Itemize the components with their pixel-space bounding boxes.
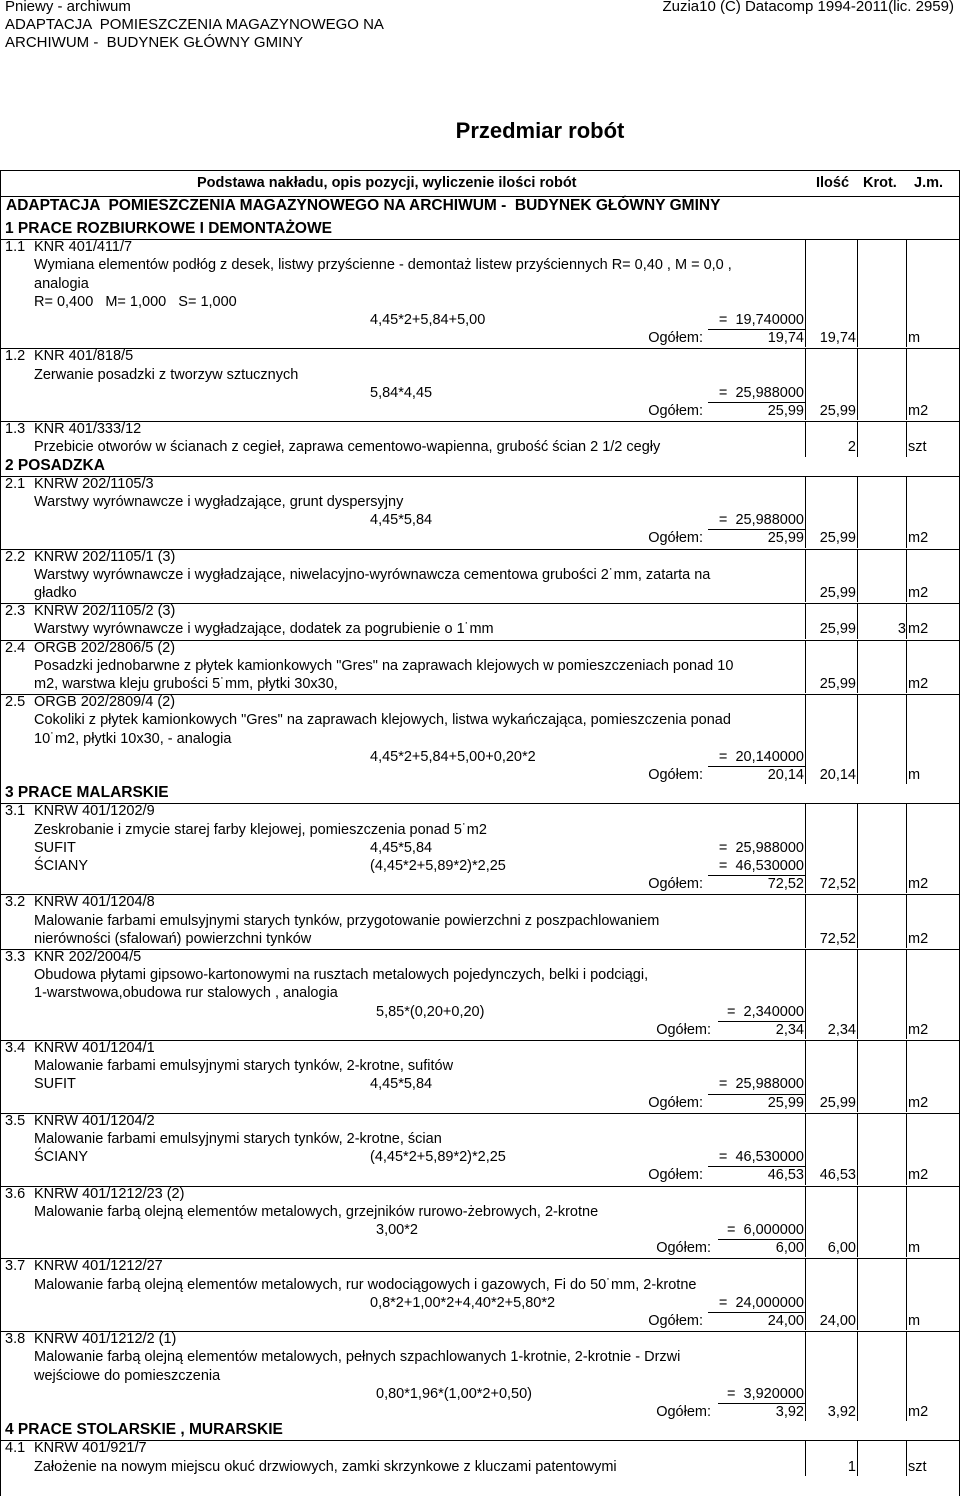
position-quantity: 72,52 xyxy=(819,876,856,893)
calculation-expression: 0,8*2+1,00*2+4,40*2+5,80*2 xyxy=(370,1294,556,1311)
column-separator xyxy=(805,1258,806,1330)
position-quantity: 1 xyxy=(847,1458,856,1475)
total-sum: 25,99 xyxy=(767,1094,804,1111)
calculation-expression: 5,84*4,45 xyxy=(370,384,433,401)
total-label: Ogółem: xyxy=(648,330,703,347)
table-left-border xyxy=(0,196,1,1496)
position-norm-code: KNRW 401/1212/27 xyxy=(34,1258,163,1275)
column-separator xyxy=(805,1040,806,1112)
position-norm-code: KNR 401/818/5 xyxy=(34,348,134,365)
position-unit: m2 xyxy=(908,1167,929,1184)
position-description: m2, warstwa kleju grubości 5˙mm, płytki 30x30, xyxy=(34,676,338,692)
column-separator xyxy=(906,803,907,893)
position-quantity: 25,99 xyxy=(819,1094,856,1111)
position-norm-code: KNRW 401/1202/9 xyxy=(34,803,155,820)
position-norm-code: KNRW 401/921/7 xyxy=(34,1440,147,1457)
position-unit: szt xyxy=(908,1458,927,1475)
calculation-expression: 4,45*5,84 xyxy=(370,1076,433,1093)
position-number: 3.5 xyxy=(5,1112,26,1129)
column-separator xyxy=(857,894,858,948)
total-sum: 19,74 xyxy=(767,330,804,347)
position-description: Zeskrobanie i zmycie starej farby klejowej, pomieszczenia ponad 5˙m2 xyxy=(34,821,487,838)
column-separator xyxy=(805,549,806,603)
position-norm-code: KNR 401/333/12 xyxy=(34,421,142,438)
position-description: Cokoliki z płytek kamionkowych "Gres" na zaprawach klejowych, listwa wykańczająca, pomieszczenia ponad xyxy=(34,712,731,729)
position-norm-code: ORGB 202/2809/4 (2) xyxy=(34,694,176,711)
row-separator xyxy=(0,348,960,349)
calculation-result: = 3,920000 xyxy=(726,1385,804,1402)
position-description: 10˙m2, płytki 10x30, - analogia xyxy=(34,730,232,747)
calculation-result: = 20,140000 xyxy=(718,748,804,765)
calculation-expression: 4,45*5,84 xyxy=(370,512,433,529)
total-sum: 25,99 xyxy=(767,403,804,419)
column-separator xyxy=(805,476,806,548)
position-quantity: 46,53 xyxy=(819,1167,856,1184)
position-quantity: 25,99 xyxy=(819,621,856,638)
total-label: Ogółem: xyxy=(648,767,703,783)
column-separator xyxy=(805,803,806,893)
position-description: Warstwy wyrównawcze i wygładzające, grunt dyspersyjny xyxy=(34,494,404,510)
calculation-label: SUFIT xyxy=(34,839,76,856)
calculation-expression: 0,80*1,96*(1,00*2+0,50) xyxy=(376,1385,533,1402)
section-heading: 4 PRACE STOLARSKIE , MURARSKIE xyxy=(5,1421,283,1439)
position-description: Malowanie farbami emulsyjnymi starych tynków, przygotowanie powierzchni z poszpachlowaniem xyxy=(34,912,660,929)
column-separator xyxy=(857,421,858,456)
position-norm-code: KNRW 401/1204/8 xyxy=(34,894,155,911)
position-description: Warstwy wyrównawcze i wygładzające, dodatek za pogrubienie o 1˙mm xyxy=(34,621,494,638)
position-number: 2.5 xyxy=(5,694,26,711)
position-norm-code: KNRW 401/1204/2 xyxy=(34,1112,155,1129)
total-sum: 25,99 xyxy=(767,530,804,547)
column-separator xyxy=(857,1040,858,1112)
position-description: Założenie na nowym miejscu okuć drzwiowych, zamki skrzynkowe z kluczami patentowymi xyxy=(34,1458,617,1475)
column-separator xyxy=(805,1113,806,1185)
calculation-result: = 25,988000 xyxy=(718,512,804,529)
column-separator xyxy=(857,1113,858,1185)
row-separator xyxy=(0,239,960,240)
position-description: Przebicie otworów w ścianach z cegieł, zaprawa cementowo-wapienna, grubość ścian 2 1/2 cegły xyxy=(34,439,661,456)
position-number: 1.1 xyxy=(5,239,26,256)
total-label: Ogółem: xyxy=(648,1313,703,1329)
column-separator xyxy=(906,1040,907,1112)
total-label: Ogółem: xyxy=(648,403,703,419)
column-separator xyxy=(857,476,858,548)
column-header-description: Podstawa nakładu, opis pozycji, wyliczenie ilości robót xyxy=(197,175,577,191)
position-unit: m xyxy=(908,767,921,783)
column-separator xyxy=(906,1113,907,1185)
position-number: 2.2 xyxy=(5,548,26,565)
calculation-expression: (4,45*2+5,89*2)*2,25 xyxy=(370,858,506,874)
page-title: Przedmiar robót xyxy=(455,118,625,143)
position-number: 2.4 xyxy=(5,639,26,656)
column-separator xyxy=(857,694,858,784)
position-quantity: 6,00 xyxy=(827,1240,856,1257)
header-software-credit: Zuzia10 (C) Datacomp 1994-2011(lic. 2959) xyxy=(662,0,954,15)
position-description: Zerwanie posadzki z tworzyw sztucznych xyxy=(34,366,299,383)
position-number: 3.4 xyxy=(5,1040,26,1056)
column-separator xyxy=(906,476,907,548)
position-unit: m2 xyxy=(908,1404,929,1420)
position-description: Malowanie farbami emulsyjnymi starych tynków, 2-krotne, ścian xyxy=(34,1131,442,1147)
position-quantity: 2,34 xyxy=(827,1021,856,1038)
position-norm-code: KNRW 401/1204/1 xyxy=(34,1040,155,1056)
table-left-border xyxy=(0,170,1,196)
total-sum: 46,53 xyxy=(767,1167,804,1184)
column-separator xyxy=(857,803,858,893)
position-number: 3.1 xyxy=(5,803,26,820)
column-separator xyxy=(906,894,907,948)
position-unit: m2 xyxy=(908,530,929,547)
total-sum: 72,52 xyxy=(767,876,804,893)
column-separator xyxy=(857,1440,858,1475)
total-label: Ogółem: xyxy=(648,876,703,893)
column-separator xyxy=(857,348,858,420)
calculation-result: = 6,000000 xyxy=(726,1222,804,1238)
position-unit: m xyxy=(908,330,921,347)
position-quantity: 25,99 xyxy=(819,403,856,419)
column-separator xyxy=(805,894,806,948)
column-separator xyxy=(906,640,907,694)
column-separator xyxy=(906,694,907,784)
calculation-result: = 25,988000 xyxy=(718,1076,804,1093)
total-sum: 2,34 xyxy=(775,1021,804,1038)
position-description: analogia xyxy=(34,275,89,292)
total-label: Ogółem: xyxy=(656,1021,711,1038)
position-quantity: 20,14 xyxy=(819,767,856,783)
position-description: Malowanie farbą olejną elementów metalowych, rur wodociągowych i gazowych, Fi do 50˙mm, 2-krotne xyxy=(34,1276,697,1293)
position-norm-code: KNRW 202/1105/3 xyxy=(34,475,154,492)
column-separator xyxy=(805,640,806,694)
position-number: 4.1 xyxy=(5,1440,26,1457)
position-description: gładko xyxy=(34,585,77,601)
column-separator xyxy=(906,949,907,1039)
position-description: R= 0,400 M= 1,000 S= 1,000 xyxy=(34,293,237,310)
position-multiplier: 3 xyxy=(897,621,906,638)
position-number: 3.7 xyxy=(5,1258,26,1275)
position-quantity: 72,52 xyxy=(819,930,856,947)
position-description: Posadzki jednobarwne z płytek kamionkowych "Gres" na zaprawach klejowych w pomieszczeniach ponad 10 xyxy=(34,657,734,674)
position-description: Malowanie farbami emulsyjnymi starych tynków, 2-krotne, sufitów xyxy=(34,1058,454,1075)
column-header-multiplier: Krot. xyxy=(863,175,897,191)
column-separator xyxy=(805,1331,806,1421)
position-unit: m2 xyxy=(908,1094,929,1111)
position-unit: m2 xyxy=(908,876,929,893)
column-separator xyxy=(857,239,858,347)
calculation-label: ŚCIANY xyxy=(34,858,88,874)
position-description: Obudowa płytami gipsowo-kartonowymi na rusztach metalowych pojedynczych, belki i podciągi, xyxy=(34,967,649,984)
position-number: 3.2 xyxy=(5,894,26,911)
total-sum: 24,00 xyxy=(767,1313,804,1329)
calculation-result: = 2,340000 xyxy=(726,1003,804,1020)
calculation-expression: 3,00*2 xyxy=(376,1222,418,1238)
section-heading: 2 POSADZKA xyxy=(5,456,105,474)
calculation-label: ŚCIANY xyxy=(34,1149,88,1166)
position-norm-code: ORGB 202/2806/5 (2) xyxy=(34,639,176,656)
project-title: ADAPTACJA POMIESZCZENIA MAGAZYNOWEGO NA ARCHIWUM - BUDYNEK GŁÓWNY GMINY xyxy=(6,197,721,214)
header-line-1: Pniewy - archiwum xyxy=(5,0,131,15)
position-norm-code: KNR 202/2004/5 xyxy=(34,949,142,965)
position-number: 1.3 xyxy=(5,421,26,438)
position-description: 1-warstwowa,obudowa rur stalowych , analogia xyxy=(34,985,338,1002)
column-separator xyxy=(805,348,806,420)
column-separator xyxy=(857,1258,858,1330)
position-norm-code: KNRW 202/1105/2 (3) xyxy=(34,603,176,620)
column-separator xyxy=(805,694,806,784)
position-quantity: 25,99 xyxy=(819,585,856,601)
calculation-result: = 46,530000 xyxy=(718,858,804,874)
position-number: 3.8 xyxy=(5,1331,26,1348)
column-separator xyxy=(906,603,907,638)
calculation-result: = 25,988000 xyxy=(718,384,804,401)
column-separator xyxy=(805,1440,806,1475)
total-label: Ogółem: xyxy=(656,1240,711,1257)
column-separator xyxy=(906,1258,907,1330)
position-number: 2.1 xyxy=(5,475,26,492)
total-label: Ogółem: xyxy=(648,1167,703,1184)
position-unit: m2 xyxy=(908,1021,929,1038)
position-quantity: 3,92 xyxy=(827,1404,856,1420)
position-number: 3.6 xyxy=(5,1185,26,1202)
position-unit: m2 xyxy=(908,930,929,947)
column-separator xyxy=(805,1186,806,1258)
position-description: Warstwy wyrównawcze i wygładzające, niwelacyjno-wyrównawcza cementowa grubości 2˙mm, zatarta na xyxy=(34,566,711,583)
position-description: nierówności (sfalowań) powierzchni tynków xyxy=(34,930,312,947)
position-number: 1.2 xyxy=(5,348,26,365)
position-description: Wymiana elementów podłóg z desek, listwy przyścienne - demontaż listew przyściennych R= 0,40 , M = 0,0 , xyxy=(34,257,732,274)
position-description: Malowanie farbą olejną elementów metalowych, grzejników rurowo-żebrowych, 2-krotne xyxy=(34,1203,599,1220)
column-header-unit: J.m. xyxy=(914,175,944,191)
total-sum: 20,14 xyxy=(767,767,804,783)
position-quantity: 25,99 xyxy=(819,676,856,692)
column-header-quantity: Ilość xyxy=(816,175,850,191)
column-separator xyxy=(906,421,907,456)
calculation-expression: 4,45*2+5,84+5,00+0,20*2 xyxy=(370,748,536,765)
column-separator xyxy=(857,949,858,1039)
section-heading: 3 PRACE MALARSKIE xyxy=(5,784,169,802)
calculation-expression: 4,45*2+5,84+5,00 xyxy=(370,312,486,328)
position-description: Malowanie farbą olejną elementów metalowych, pełnych szpachlowanych 1-krotnie, 2-krotnie - Drzwi xyxy=(34,1349,681,1366)
column-separator xyxy=(857,640,858,694)
section-heading: 1 PRACE ROZBIURKOWE I DEMONTAŻOWE xyxy=(5,220,332,237)
total-sum: 6,00 xyxy=(775,1240,804,1257)
position-unit: m xyxy=(908,1313,921,1329)
column-separator xyxy=(857,1331,858,1421)
column-separator xyxy=(906,1440,907,1475)
header-line-2: ADAPTACJA POMIESZCZENIA MAGAZYNOWEGO NA xyxy=(5,16,384,33)
column-separator xyxy=(857,549,858,603)
table-top-border xyxy=(0,170,960,171)
calculation-result: = 24,000000 xyxy=(718,1294,804,1311)
column-separator xyxy=(906,1331,907,1421)
calculation-result: = 19,740000 xyxy=(718,312,804,328)
total-sum: 3,92 xyxy=(775,1404,804,1420)
column-separator xyxy=(805,603,806,638)
row-separator xyxy=(0,949,960,950)
column-separator xyxy=(805,421,806,456)
column-separator xyxy=(857,603,858,638)
column-separator xyxy=(906,239,907,347)
position-quantity: 19,74 xyxy=(819,330,856,347)
position-norm-code: KNRW 401/1212/23 (2) xyxy=(34,1185,185,1202)
header-bottom-border xyxy=(0,196,960,197)
position-unit: m2 xyxy=(908,403,929,419)
calculation-result: = 25,988000 xyxy=(718,839,804,856)
position-norm-code: KNRW 401/1212/2 (1) xyxy=(34,1331,177,1348)
position-unit: m2 xyxy=(908,676,929,692)
total-label: Ogółem: xyxy=(648,1094,703,1111)
position-number: 3.3 xyxy=(5,949,26,965)
calculation-result: = 46,530000 xyxy=(718,1149,804,1166)
calculation-label: SUFIT xyxy=(34,1076,76,1093)
column-separator xyxy=(906,549,907,603)
position-quantity: 24,00 xyxy=(819,1313,856,1329)
column-separator xyxy=(906,1186,907,1258)
calculation-expression: 5,85*(0,20+0,20) xyxy=(376,1003,485,1020)
row-separator xyxy=(0,421,960,422)
total-label: Ogółem: xyxy=(656,1404,711,1420)
total-label: Ogółem: xyxy=(648,530,703,547)
position-unit: m2 xyxy=(908,621,929,638)
position-unit: m xyxy=(908,1240,921,1257)
calculation-expression: (4,45*2+5,89*2)*2,25 xyxy=(370,1149,506,1166)
position-norm-code: KNRW 202/1105/1 (3) xyxy=(34,548,176,565)
column-separator xyxy=(906,348,907,420)
position-norm-code: KNR 401/411/7 xyxy=(34,239,133,256)
position-unit: szt xyxy=(908,439,927,456)
position-description: wejściowe do pomieszczenia xyxy=(34,1367,221,1384)
position-unit: m2 xyxy=(908,585,929,601)
header-line-3: ARCHIWUM - BUDYNEK GŁÓWNY GMINY xyxy=(5,34,304,51)
position-quantity: 2 xyxy=(847,439,856,456)
column-separator xyxy=(857,1186,858,1258)
column-separator xyxy=(805,949,806,1039)
position-number: 2.3 xyxy=(5,603,26,620)
calculation-expression: 4,45*5,84 xyxy=(370,839,433,856)
column-separator xyxy=(805,239,806,347)
position-quantity: 25,99 xyxy=(819,530,856,547)
